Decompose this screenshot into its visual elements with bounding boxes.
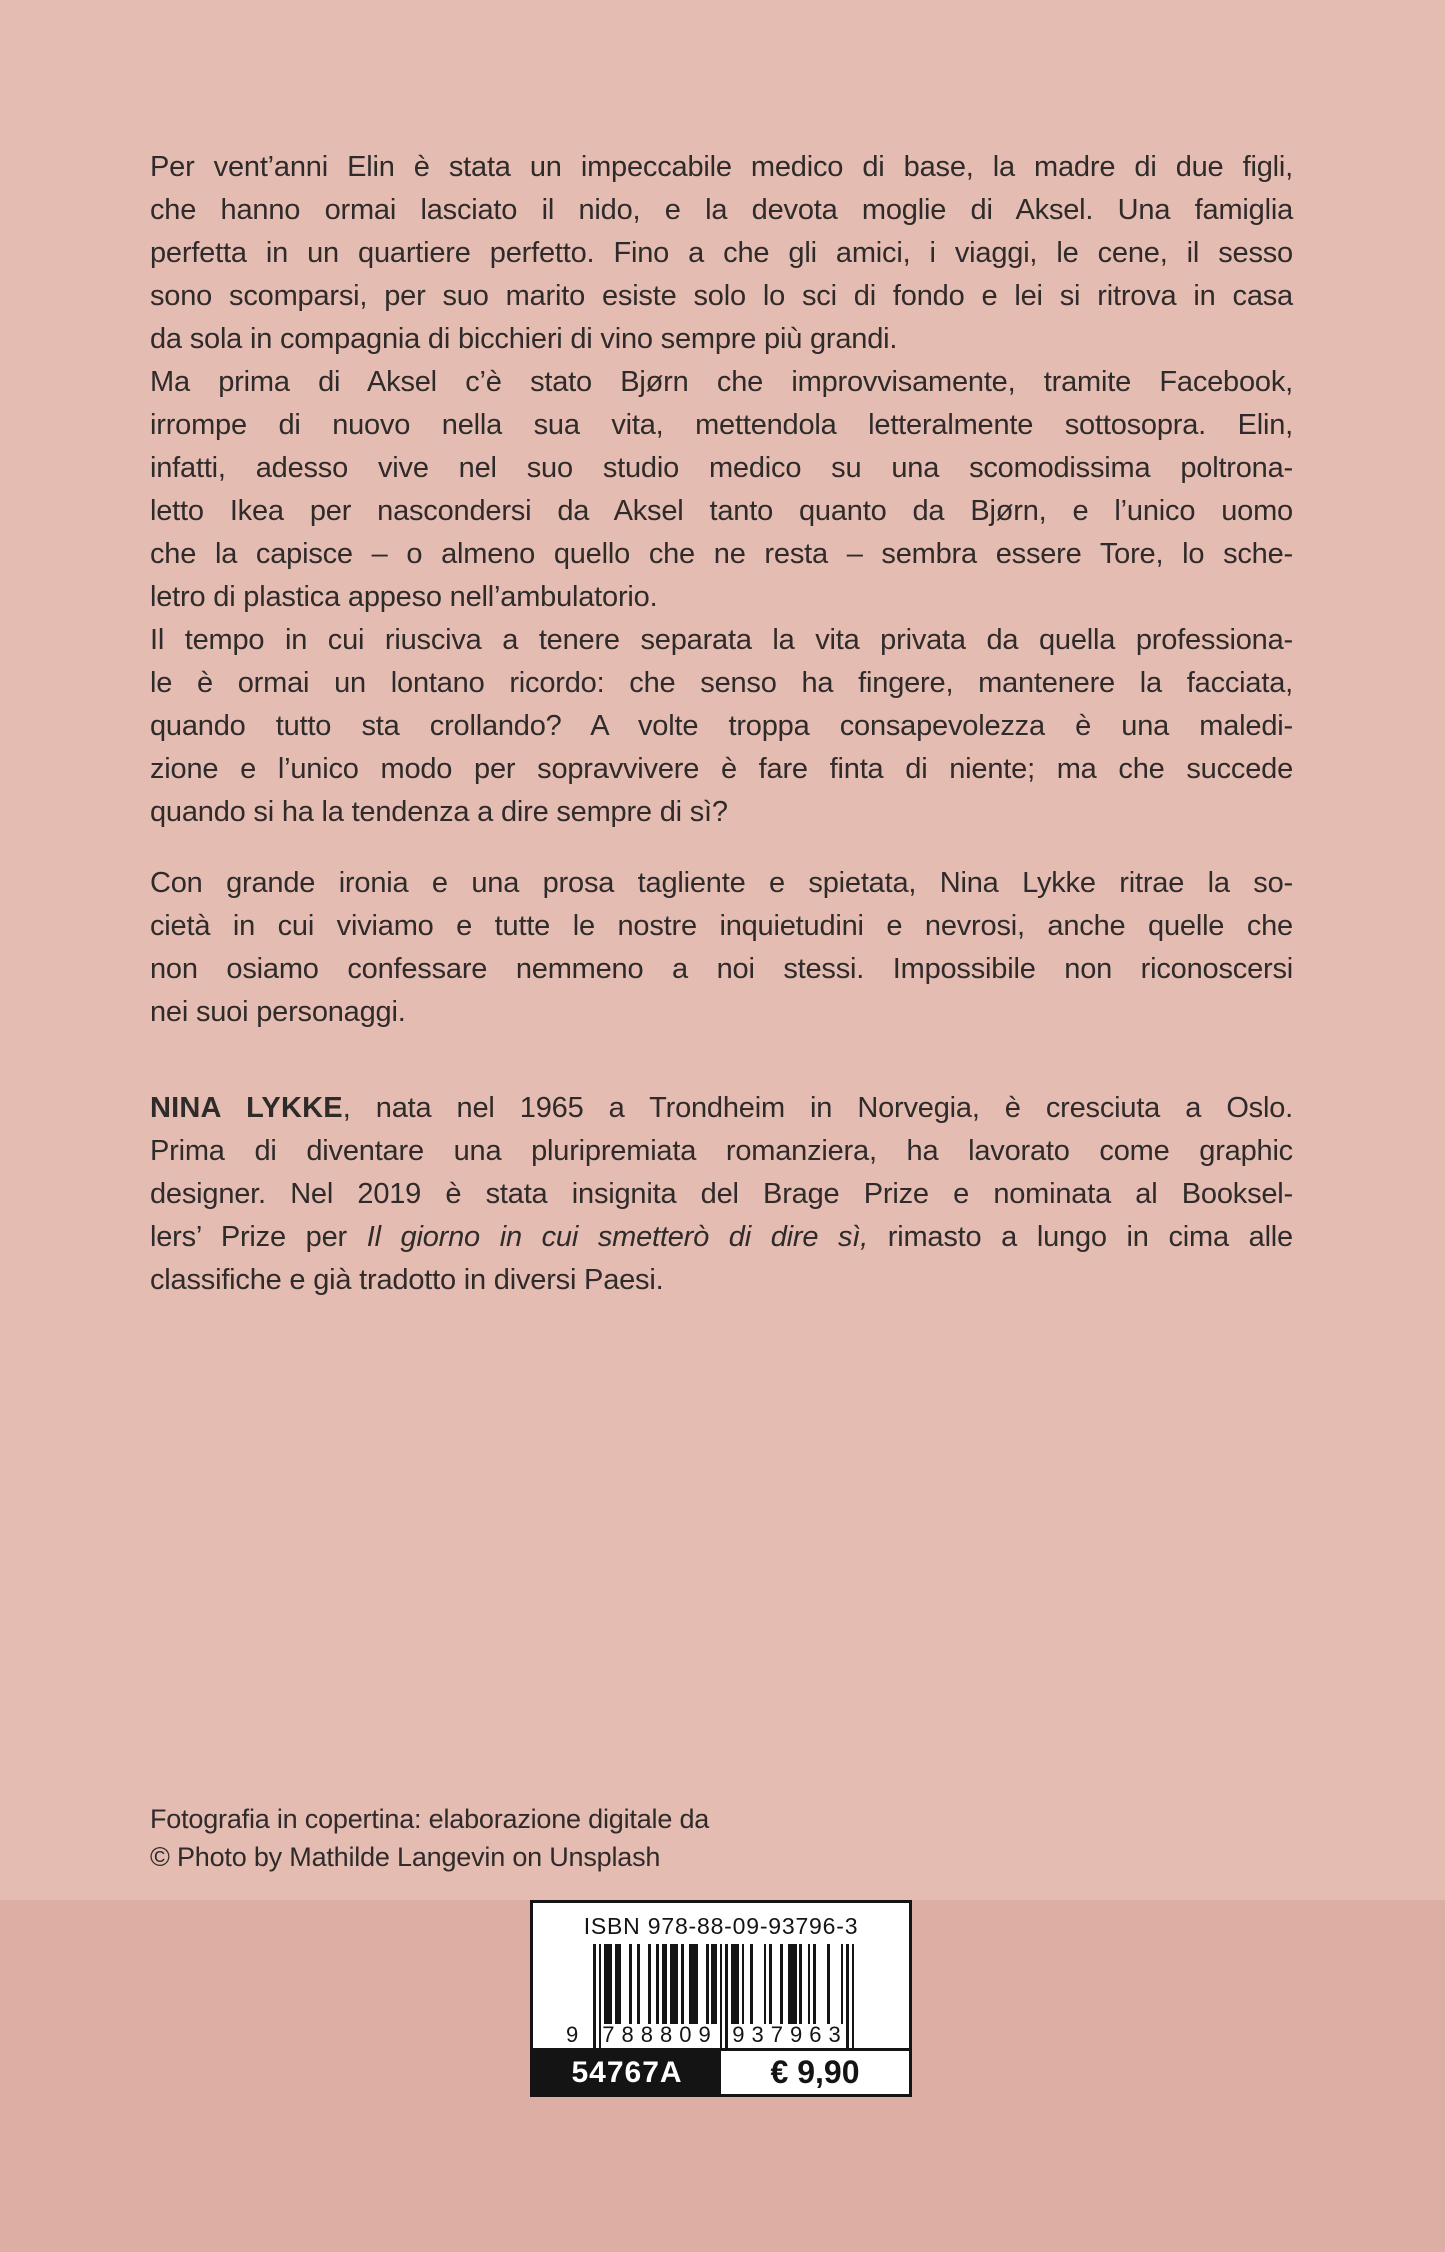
text-line: Prima di diventare una pluripremiata romanziera, ha lavorato come graphic bbox=[150, 1135, 1293, 1167]
barcode-digit-group: 788809 bbox=[602, 2022, 718, 2047]
text-line: Per vent’anni Elin è stata un impeccabile medico di base, la madre di due figli, bbox=[150, 151, 1293, 183]
barcode-bottom-row bbox=[533, 2048, 909, 2094]
author-name: NINA LYKKE bbox=[150, 1092, 343, 1124]
text-line: letto Ikea per nascondersi da Aksel tanto quanto da Bjørn, e l’unico uomo bbox=[150, 495, 1293, 527]
text-line: quando si ha la tendenza a dire sempre di sì? bbox=[150, 796, 728, 828]
text-line: da sola in compagnia di bicchieri di vino sempre più grandi. bbox=[150, 323, 898, 355]
isbn-label: ISBN 978-88-09-93796-3 bbox=[583, 1913, 859, 1939]
text-line: perfetta in un quartiere perfetto. Fino a che gli amici, i viaggi, le cene, il sesso bbox=[150, 237, 1293, 269]
photo-credit-line: © Photo by Mathilde Langevin on Unsplash bbox=[150, 1842, 661, 1872]
price-label: € 9,90 bbox=[721, 2051, 909, 2094]
blurb-paragraph bbox=[150, 146, 1293, 361]
barcode-bar bbox=[852, 1944, 855, 2048]
text-line: nei suoi personaggi. bbox=[150, 996, 406, 1028]
text-line: cietà in cui viviamo e tutte le nostre inquietudini e nevrosi, anche quelle che bbox=[150, 910, 1293, 942]
text-line: sono scomparsi, per suo marito esiste solo lo sci di fondo e lei si ritrova in casa bbox=[150, 280, 1293, 312]
text-line: letro di plastica appeso nell’ambulatorio. bbox=[150, 581, 658, 613]
text-line: che la capisce – o almeno quello che ne resta – sembra essere Tore, lo sche- bbox=[150, 538, 1293, 570]
text-line: infatti, adesso vive nel suo studio medico su una scomodissima poltrona- bbox=[150, 452, 1293, 484]
blurb-paragraph bbox=[150, 361, 1293, 619]
blurb-paragraph bbox=[150, 619, 1293, 834]
barcode-digit-lead: 9 bbox=[566, 2022, 579, 2047]
text-segment: lers’ Prize per bbox=[150, 1221, 367, 1253]
ean-barcode bbox=[566, 1944, 855, 2048]
blurb-paragraph bbox=[150, 862, 1293, 1034]
text-line: classifiche e già tradotto in diversi Paesi. bbox=[150, 1264, 664, 1296]
text-line: le è ormai un lontano ricordo: che senso ha fingere, mantenere la facciata, bbox=[150, 667, 1293, 699]
book-title: Il giorno in cui smetterò di dire sì, bbox=[366, 1221, 869, 1253]
product-code: 54767A bbox=[533, 2051, 721, 2094]
text-line: che hanno ormai lasciato il nido, e la devota moglie di Aksel. Una famiglia bbox=[150, 194, 1293, 226]
text-segment: , nata nel 1965 a Trondheim in Norvegia, è cresciuta a Oslo. bbox=[342, 1092, 1293, 1124]
text-segment: rimasto a lungo in cima alle bbox=[868, 1221, 1293, 1253]
text-line bbox=[150, 1216, 1293, 1259]
barcode-box bbox=[530, 1900, 912, 2097]
photo-credit bbox=[150, 1800, 709, 1876]
text-line: zione e l’unico modo per sopravvivere è fare finta di niente; ma che succede bbox=[150, 753, 1293, 785]
photo-credit-line: Fotografia in copertina: elaborazione digitale da bbox=[150, 1804, 710, 1834]
text-line: Il tempo in cui riusciva a tenere separata la vita privata da quella professiona- bbox=[150, 624, 1293, 656]
text-line: quando tutto sta crollando? A volte troppa consapevolezza è una maledi- bbox=[150, 710, 1293, 742]
author-bio bbox=[150, 1087, 1293, 1302]
barcode-digit-group: 937963 bbox=[732, 2022, 848, 2047]
text-line bbox=[150, 1087, 1293, 1130]
back-cover-text bbox=[150, 146, 1293, 1302]
text-line: irrompe di nuovo nella sua vita, mettendola letteralmente sottosopra. Elin, bbox=[150, 409, 1293, 441]
text-line: designer. Nel 2019 è stata insignita del Brage Prize e nominata al Booksel- bbox=[150, 1178, 1293, 1210]
text-line: Ma prima di Aksel c’è stato Bjørn che improvvisamente, tramite Facebook, bbox=[150, 366, 1293, 398]
text-line: Con grande ironia e una prosa tagliente e spietata, Nina Lykke ritrae la so- bbox=[150, 867, 1293, 899]
text-line: non osiamo confessare nemmeno a noi stessi. Impossibile non riconoscersi bbox=[150, 953, 1293, 985]
